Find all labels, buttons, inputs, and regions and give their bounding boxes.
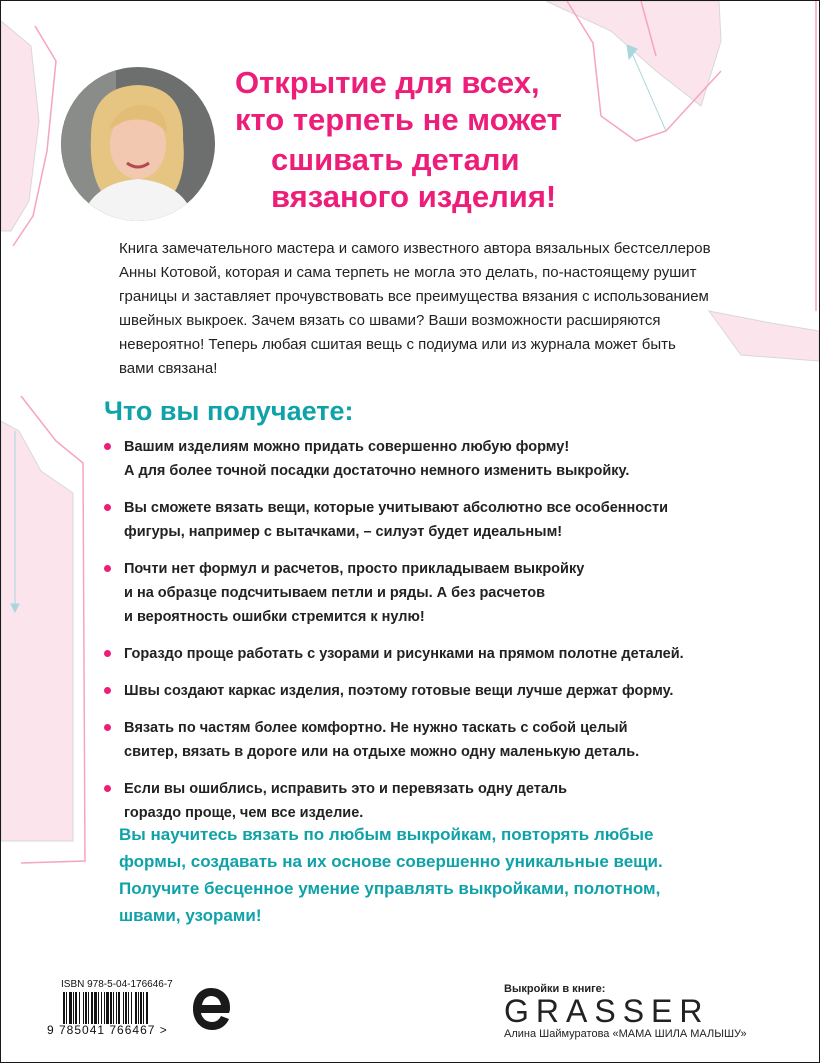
benefit-line: Вы сможете вязать вещи, которые учитывают абсолютно все особенности <box>124 500 669 516</box>
benefit-line: А для более точной посадки достаточно немного изменить выкройку. <box>124 463 630 479</box>
benefit-item <box>104 435 744 483</box>
benefit-line: Швы создают каркас изделия, поэтому готовые вещи лучше держат форму. <box>124 683 674 699</box>
intro-line: Анны Котовой, которая и сама терпеть не могла это делать, по-настоящему рушит <box>119 264 697 281</box>
headline-line-3: сшивать детали <box>271 142 520 177</box>
isbn-text: ISBN 978-5-04-176646-7 <box>61 979 173 990</box>
headline-line-1: Открытие для всех, <box>235 65 540 100</box>
benefit-item <box>104 716 744 764</box>
benefit-line: Почти нет формул и расчетов, просто прикладываем выкройку <box>124 561 585 577</box>
promo-subtitle: Алина Шаймуратова «МАМА ШИЛА МАЛЫШУ» <box>504 1028 747 1040</box>
closing-line: Вы научитесь вязать по любым выкройкам, повторять любые <box>119 825 654 844</box>
intro-line: границы и заставляет прочувствовать все преимущества вязания с использованием <box>119 288 709 305</box>
benefit-line: гораздо проще, чем все изделие. <box>124 805 364 821</box>
barcode <box>61 992 165 1024</box>
closing-paragraph <box>119 821 769 929</box>
closing-line: швами, узорами! <box>119 906 262 925</box>
intro-line: вами связана! <box>119 360 218 377</box>
intro-paragraph <box>119 237 759 381</box>
benefits-list <box>104 435 744 838</box>
closing-line: формы, создавать на их основе совершенно уникальные вещи. <box>119 852 663 871</box>
benefit-item <box>104 679 744 703</box>
benefit-item <box>104 642 744 666</box>
author-photo <box>61 67 215 221</box>
headline-line-2: кто терпеть не может <box>235 102 562 137</box>
barcode-number: 9 785041 766467 > <box>47 1023 168 1037</box>
benefit-item <box>104 496 744 544</box>
promo-label: Выкройки в книге: <box>504 983 606 995</box>
benefit-item <box>104 777 744 825</box>
intro-line: невероятно! Теперь любая сшитая вещь с подиума или из журнала может быть <box>119 336 676 353</box>
benefit-line: Если вы ошиблись, исправить это и перевязать одну деталь <box>124 781 568 797</box>
benefit-line: и вероятность ошибки стремится к нулю! <box>124 609 425 625</box>
promo-brand: GRASSER <box>504 993 710 1029</box>
benefit-line: и на образце подсчитываем петли и ряды. А без расчетов <box>124 585 546 601</box>
benefit-line: Вашим изделиям можно придать совершенно любую форму! <box>124 439 570 455</box>
intro-line: швейных выкроек. Зачем вязать со швами? Ваши возможности расширяются <box>119 312 661 329</box>
benefit-line: Гораздо проще работать с узорами и рисунками на прямом полотне деталей. <box>124 646 684 662</box>
intro-line: Книга замечательного мастера и самого известного автора вязальных бестселлеров <box>119 240 711 257</box>
closing-line: Получите бесценное умение управлять выкройками, полотном, <box>119 879 661 898</box>
benefit-line: свитер, вязать в дороге или на отдыхе можно одну маленькую деталь. <box>124 744 640 760</box>
benefit-line: фигуры, например с вытачками, – силуэт будет идеальным! <box>124 524 563 540</box>
headline-line-4: вязаного изделия! <box>271 179 557 214</box>
eksmo-logo-icon <box>190 985 232 1033</box>
benefit-line: Вязать по частям более комфортно. Не нужно таскать с собой целый <box>124 720 628 736</box>
benefits-title: Что вы получаете: <box>104 396 354 426</box>
benefit-item <box>104 557 744 629</box>
